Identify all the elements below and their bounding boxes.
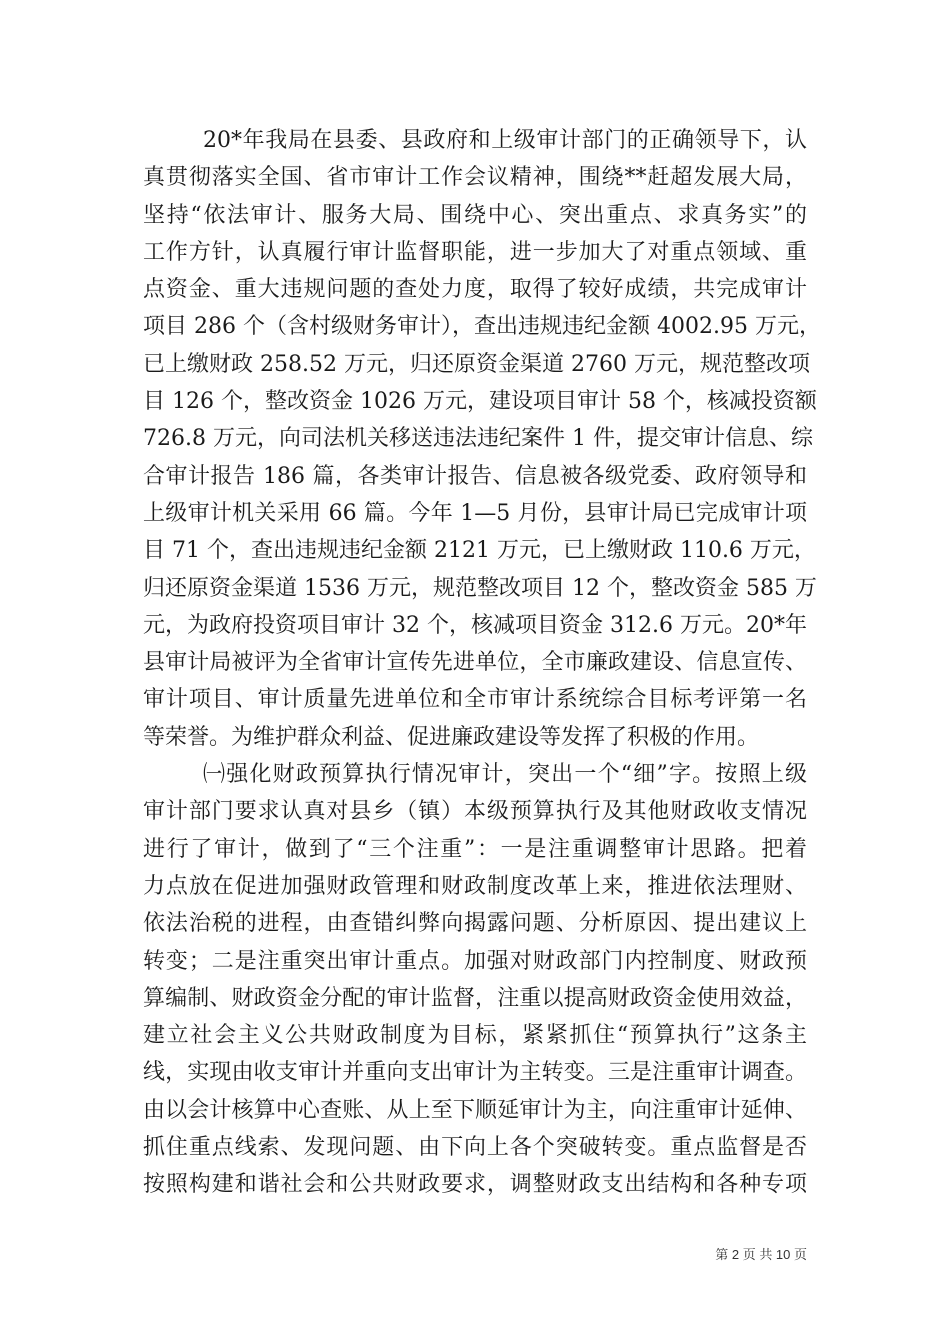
document-body	[143, 122, 821, 1204]
paragraph-line: 元，为政府投资项目审计 32 个，核减项目资金 312.6 万元。20*年	[143, 612, 807, 638]
paragraph-line: 20*年我局在县委、县政府和上级审计部门的正确领导下，认	[203, 128, 807, 153]
paragraph-line: 726.8 万元，向司法机关移送违法违纪案件 1 件，提交审计信息、综	[143, 426, 813, 452]
paragraph-line: 抓住重点线索、发现问题、由下向上各个突破转变。重点监督是否	[143, 1135, 807, 1161]
paragraph-line: 目 71 个，查出违规违纪金额 2121 万元，已上缴财政 110.6 万元，	[143, 538, 816, 564]
paragraph-line: 真贯彻落实全国、省市审计工作会议精神，围绕**赶超发展大局，	[143, 165, 807, 191]
paragraph-line: 转变；二是注重突出审计重点。加强对财政部门内控制度、财政预	[143, 948, 807, 974]
paragraph-line: 合审计报告 186 篇，各类审计报告、信息被各级党委、政府领导和	[143, 463, 807, 489]
paragraph-line: 建立社会主义公共财政制度为目标，紧紧抓住“预算执行”这条主	[143, 1023, 807, 1049]
paragraph-line: 审计项目、审计质量先进单位和全市审计系统综合目标考评第一名	[143, 687, 807, 713]
paragraph-line: 点资金、重大违规问题的查处力度，取得了较好成绩，共完成审计	[143, 277, 807, 303]
paragraph-line: 县审计局被评为全省审计宣传先进单位，全市廉政建设、信息宣传、	[143, 650, 807, 676]
paragraph-line: 工作方针，认真履行审计监督职能，进一步加大了对重点领域、重	[143, 239, 807, 265]
paragraph-line: 已上缴财政 258.52 万元，归还原资金渠道 2760 万元，规范整改项	[143, 351, 810, 377]
page-number-footer: 第 2 页 共 10 页	[715, 1247, 807, 1262]
paragraph-line: 审计部门要求认真对县乡（镇）本级预算执行及其他财政收支情况	[143, 799, 807, 825]
paragraph-line: 力点放在促进加强财政管理和财政制度改革上来，推进依法理财、	[143, 873, 807, 899]
paragraph-line: 坚持“依法审计、服务大局、围绕中心、突出重点、求真务实”的	[143, 202, 807, 228]
paragraph-line: 由以会计核算中心查账、从上至下顺延审计为主，向注重审计延伸、	[143, 1097, 807, 1123]
paragraph-line: 进行了审计，做到了“三个注重”：一是注重调整审计思路。把着	[143, 836, 807, 862]
paragraph-line: 项目 286 个（含村级财务审计），查出违规违纪金额 4002.95 万元，	[143, 314, 821, 340]
paragraph-line: 等荣誉。为维护群众利益、促进廉政建设等发挥了积极的作用。	[143, 724, 760, 750]
paragraph-line: 按照构建和谐社会和公共财政要求，调整财政支出结构和各种专项	[143, 1172, 807, 1198]
section-heading-line: ㈠强化财政预算执行情况审计，突出一个“细”字。按照上级	[203, 762, 807, 788]
paragraph-line: 线，实现由收支审计并重向支出审计为主转变。三是注重审计调查。	[143, 1060, 807, 1086]
paragraph-line: 依法治税的进程，由查错纠弊向揭露问题、分析原因、提出建议上	[143, 911, 807, 937]
paragraph-line: 归还原资金渠道 1536 万元，规范整改项目 12 个，整改资金 585 万	[143, 575, 817, 601]
paragraph-line: 上级审计机关采用 66 篇。今年 1—5 月份，县审计局已完成审计项	[143, 500, 807, 526]
paragraph-line: 目 126 个，整改资金 1026 万元，建设项目审计 58 个，核减投资额	[143, 389, 817, 415]
paragraph-line: 算编制、财政资金分配的审计监督，注重以提高财政资金使用效益，	[143, 985, 807, 1011]
